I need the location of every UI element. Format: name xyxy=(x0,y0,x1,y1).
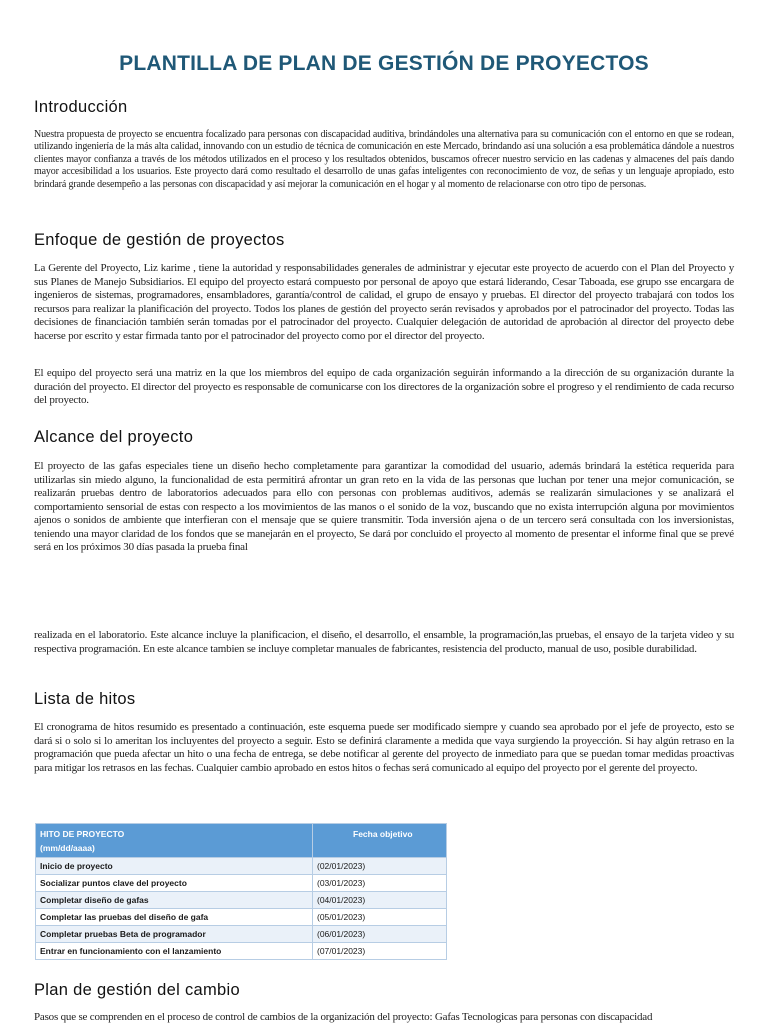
table-row xyxy=(36,858,447,875)
paragraph-enfoque-2: El equipo del proyecto será una matriz en la que los miembros del equipo de cada organización seguirán informando a la dirección de su organización durante la duración del proyecto. El director del proyecto es responsable de comunicarse con los directores de la organización sobre el progreso y el rendimiento de cada recurso del proyecto. xyxy=(34,367,734,406)
fecha-cell: (03/01/2023) xyxy=(313,875,447,892)
header-fecha: Fecha objetivo xyxy=(313,824,447,858)
hito-cell: Completar pruebas Beta de programador xyxy=(36,926,313,943)
header-hito xyxy=(36,824,313,858)
heading-enfoque: Enfoque de gestión de proyectos xyxy=(34,231,285,249)
fecha-cell: (02/01/2023) xyxy=(313,858,447,875)
hito-cell: Entrar en funcionamiento con el lanzamiento xyxy=(36,943,313,960)
milestone-table-header xyxy=(36,824,447,858)
hito-cell: Inicio de proyecto xyxy=(36,858,313,875)
paragraph-introduccion: Nuestra propuesta de proyecto se encuentra focalizado para personas con discapacidad auditiva, brindándoles una alternativa para su comunicación con el entorno en que se rodean, utilizando ingeniería de la más alta calidad, innovando con un estudio de técnica de comunicación en este Mercado, brindando así una solución a esa problemática dándole a nuestros clientes mayor confianza a través de los métodos utilizados en el proceso y los resultados obtenidos, buscamos ofrecer nuestro servicio en las cadenas y almacenes del país dando mayor accesibilidad a los usuarios. Este proyecto dará como resultado el desarrollo de unas gafas inteligentes con reconocimiento de voz, de señas y un lenguaje apropiado, esto brindará grande desempeño a las personas con discapacidad y así mejorar la comunicación en el hogar y al momento de relacionarse con otro tipo de personas. xyxy=(34,129,734,190)
milestone-table xyxy=(35,823,447,960)
table-row xyxy=(36,909,447,926)
document-title: PLANTILLA DE PLAN DE GESTIÓN DE PROYECTOS xyxy=(119,52,649,75)
heading-introduccion: Introducción xyxy=(34,98,128,116)
fecha-cell: (05/01/2023) xyxy=(313,909,447,926)
paragraph-alcance-2: realizada en el laboratorio. Este alcance incluye la planificacion, el diseño, el desarrollo, el ensamble, la programación,las pruebas, el ensayo de la tarjeta video y su respectiva programación. En este alcance tambien se incluye completar manuales de fabricantes, resistencia del producto, manual de uso, posible durabilidad. xyxy=(34,629,734,655)
fecha-cell: (07/01/2023) xyxy=(313,943,447,960)
paragraph-hitos: El cronograma de hitos resumido es presentado a continuación, este esquema puede ser modificado siempre y cuando sea aprobado por el jefe de proyecto, esto se dará si o solo si lo ameritan los incluyentes del proyecto a seguir. Esto se definirá claramente a medida que vaya surgiendo la proyección. Si hay algún retraso en la programación que pueda afectar un hito o una fecha de entrega, se debe notificar al gerente del proyecto de inmediato para que se puedan tomar medidas proactivas para mitigar los retrasos en las fechas. Cualquier cambio aprobado en estos hitos o fechas será comunicado al equipo del proyecto por el gerente del proyecto. xyxy=(34,721,734,774)
fecha-cell: (06/01/2023) xyxy=(313,926,447,943)
hito-cell: Socializar puntos clave del proyecto xyxy=(36,875,313,892)
fecha-cell: (04/01/2023) xyxy=(313,892,447,909)
hito-cell: Completar diseño de gafas xyxy=(36,892,313,909)
paragraph-enfoque-1: La Gerente del Proyecto, Liz karime , tiene la autoridad y responsabilidades generales de administrar y ejecutar este proyecto de acuerdo con el Plan del Proyecto y sus Planes de Manejo Subsidiarios. El equipo del proyecto estará compuesto por personal de apoyo que estará liderando, Cesar Taboada, ese grupo sse encargara de ingenieros de sistemas, programadores, ensambladores, garantía/control de calidad, el grupo de ensayo y pruebas. El director del proyecto trabajará con todos los recursos para realizar la planificación del proyecto. Todos los planes de gestión del proyecto serán revisados y aprobados por el patrocinador del proyecto. Todas las decisiones de financiación también serán tomadas por el patrocinador del proyecto. Cualquier delegación de autoridad de aprobación al director del proyecto debe hacerse por escrito y estar firmada tanto por el patrocinador del proyecto como por el director del proyecto. xyxy=(34,262,734,342)
table-row xyxy=(36,875,447,892)
heading-hitos: Lista de hitos xyxy=(34,690,136,708)
header-hito-format: (mm/dd/aaaa) xyxy=(40,843,95,853)
hito-cell: Completar las pruebas del diseño de gafa xyxy=(36,909,313,926)
paragraph-cambio: Pasos que se comprenden en el proceso de control de cambios de la organización del proyecto: Gafas Tecnologicas para personas con discapacidad xyxy=(34,1011,653,1023)
paragraph-alcance-1: El proyecto de las gafas especiales tiene un diseño hecho completamente para garantizar la comodidad del usuario, además brindará la estética requerida para utilizarlas sin miedo alguno, la funcionalidad de esta permitirá afrontar un gran reto en la vida de las personas que luchan por tener una mejor comunicación, se realizarán pruebas dentro de laboratorios adecuados para ello con personas con problemas auditivos, además se realizarán simulaciones y se analizará el comportamiento sensorial de estas con respecto a los movimientos de las manos o el sonido de la voz, buscando que no exista interrupción alguna por movimientos ajenos o sonidos de ambiente que interfieran con el mensaje que se quiere transmitir. Toda inversión ajena o de un tercero será consultada con los inversionistas, teniendo una mayor claridad de los fondos que se manejarán en el proyecto, Se dará por concluido el proyecto al momento de presentar el informe final que se prevé será en los próximos 30 días pasada la prueba final xyxy=(34,460,734,553)
table-row xyxy=(36,892,447,909)
heading-alcance: Alcance del proyecto xyxy=(34,428,194,446)
header-hito-label: HITO DE PROYECTO xyxy=(40,829,125,839)
table-row xyxy=(36,926,447,943)
table-row xyxy=(36,943,447,960)
heading-cambio: Plan de gestión del cambio xyxy=(34,981,240,999)
